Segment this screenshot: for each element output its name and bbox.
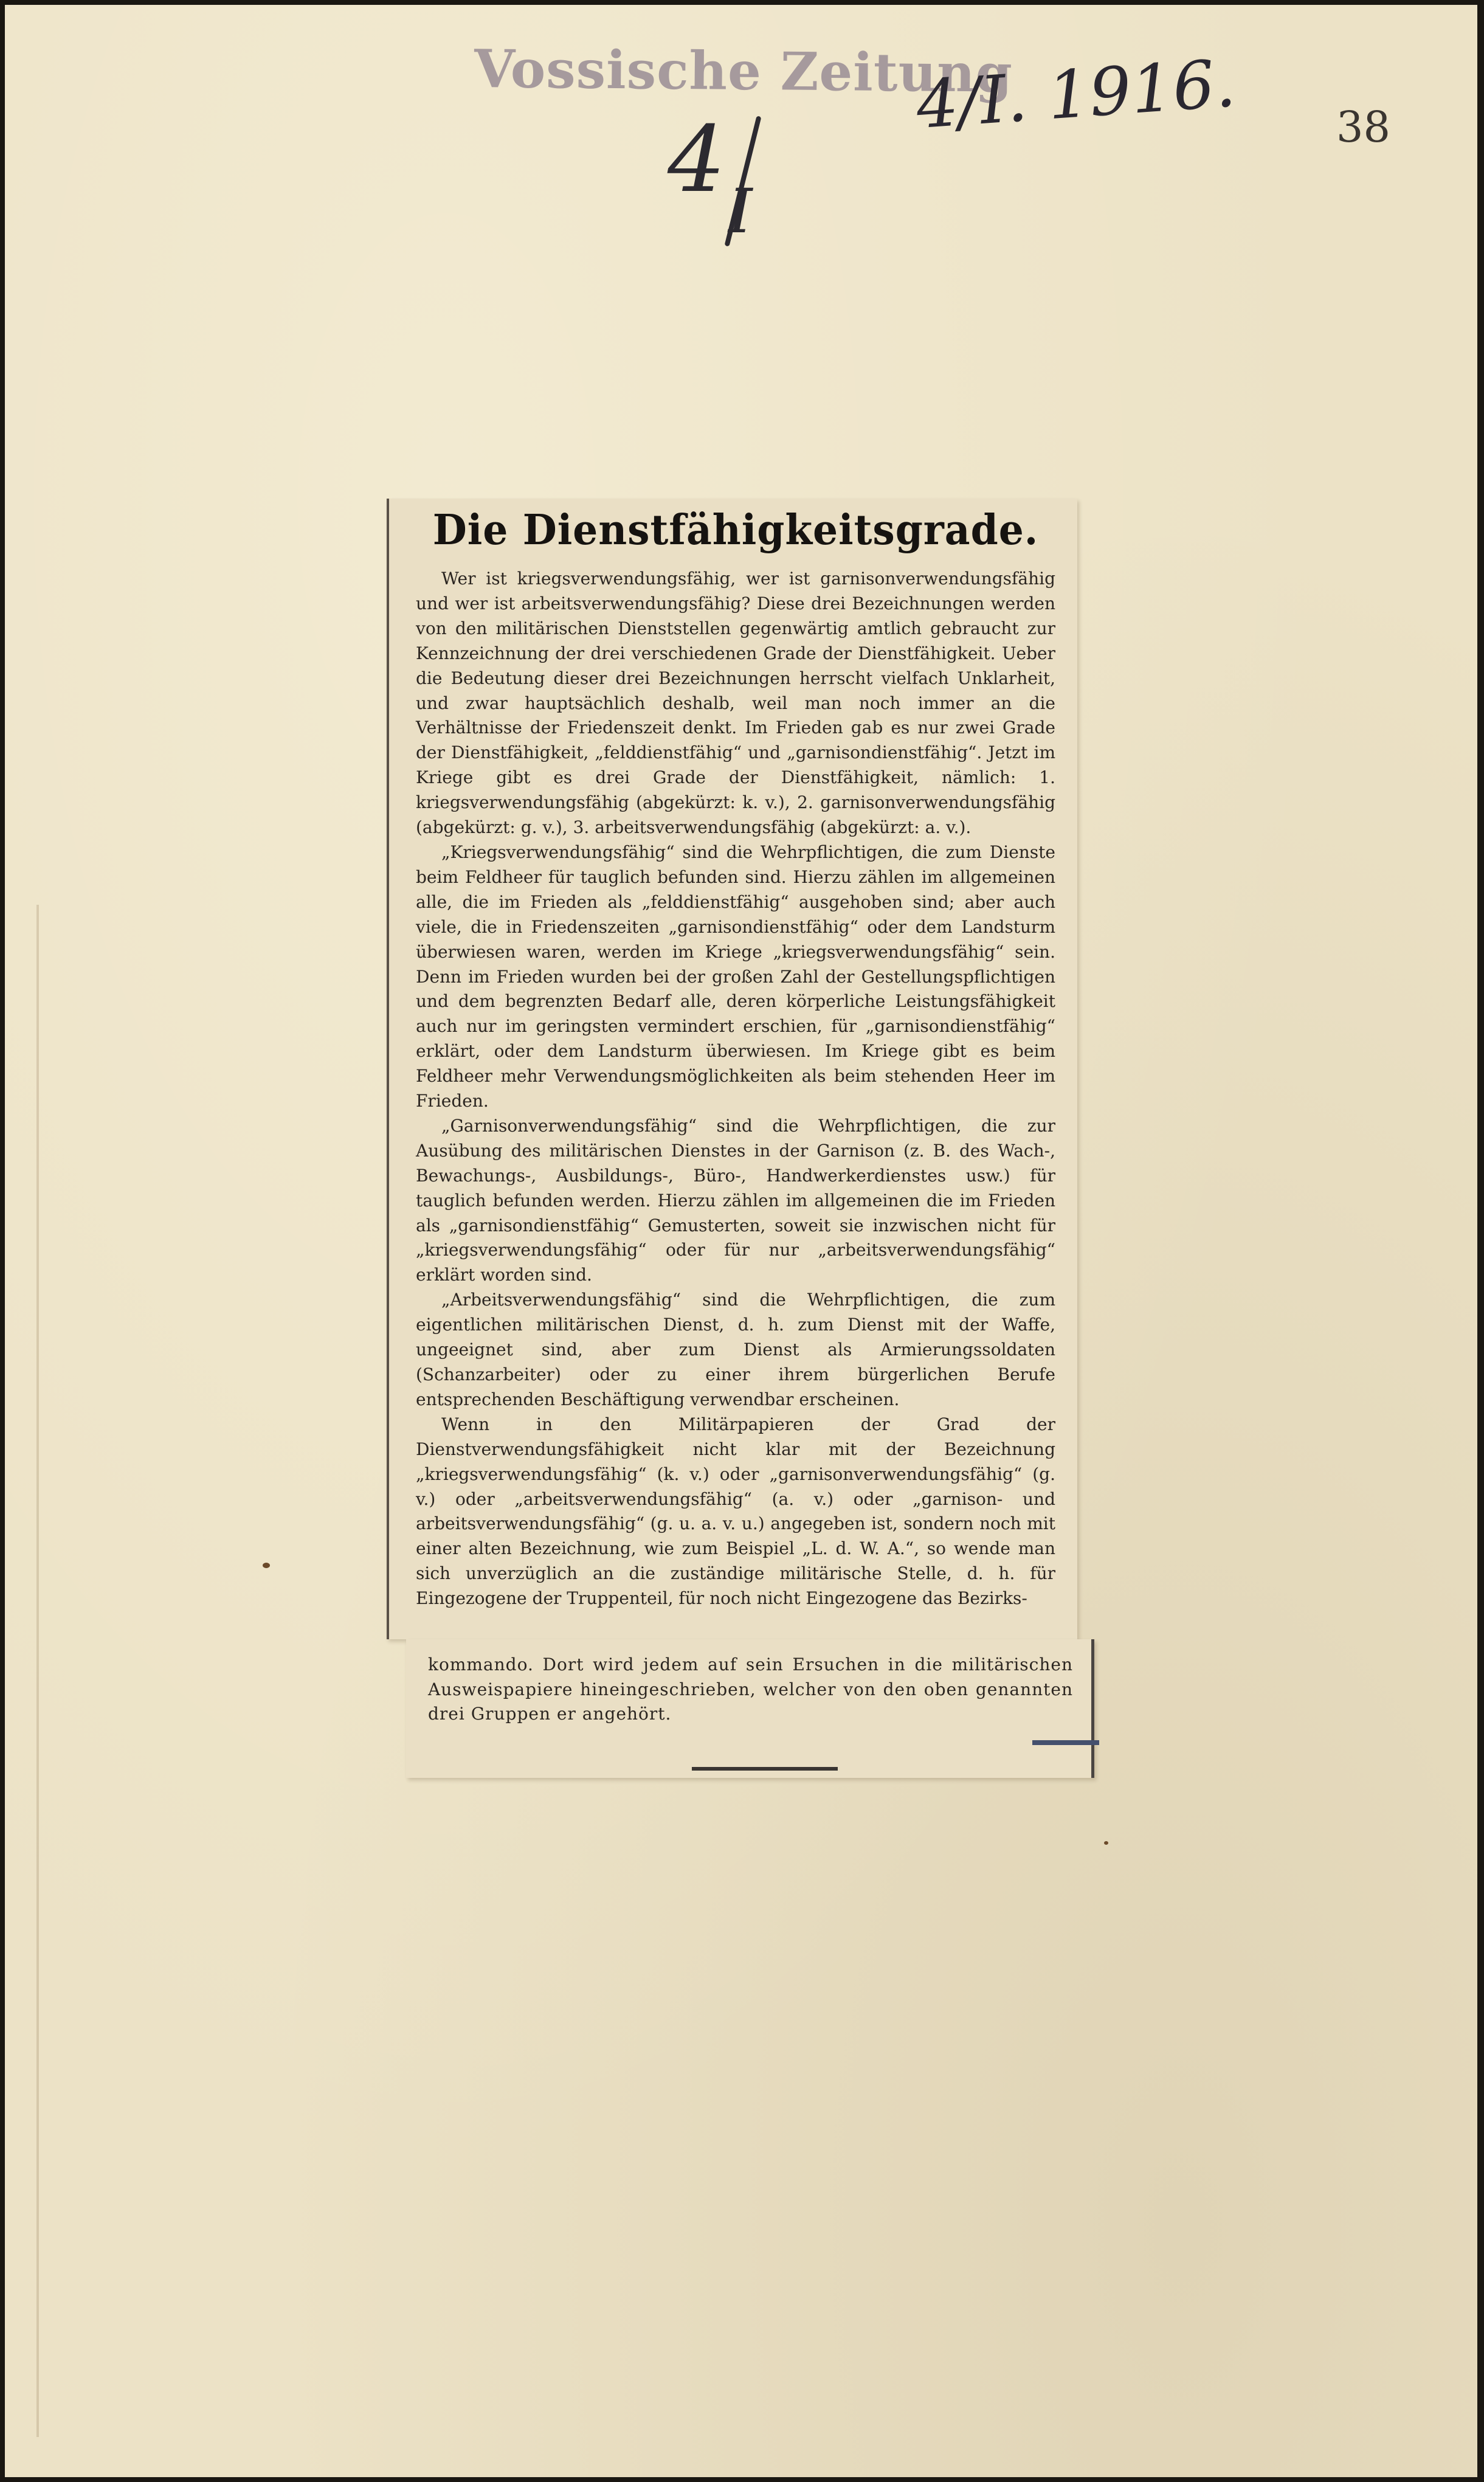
- blue-pencil-mark: [1032, 1740, 1099, 1745]
- handwritten-fraction-top: 4: [668, 107, 726, 213]
- paper-fold-mark: [36, 905, 39, 2437]
- article-paragraph: Wenn in den Militärpapieren der Grad der Dienstverwendungsfähigkeit nicht klar mit der Bezeichnung „kriegsverwendungsfähig“ (k. v.) oder „garnisonverwendungsfähig“ (g. v.) oder „arbeitsverwendungsfähig“ (a. v.) oder „garnison- und arbeitsverwendungsfähig“ (g. u. a. v. u.) angegeben ist, sondern noch mit einer alten Bezeichnung, wie zum Beispiel „L. d. W. A.“, so wende man sich unverzüglich an die zuständige militärische Stelle, d. h. für Eingezogene der Truppenteil, für noch nicht Eingezogene das Bezirks-: [416, 1414, 1055, 1609]
- handwritten-fraction: [655, 107, 813, 254]
- article-paragraph: „Kriegsverwendungsfähig“ sind die Wehrpflichtigen, die zum Dienste beim Feldheer für tauglich befunden sind. Hierzu zählen im allgemeinen alle, die im Frieden als „felddienstfähig“ ausgehoben sind; aber auch viele, die in Friedenszeiten „garnisondienstfähig“ oder dem Landsturm überwiesen waren, werden im Kriege „kriegsverwendungsfähig“ sein. Denn im Frieden wurden bei der großen Zahl der Gestellungspflichtigen und dem begrenzten Bedarf alle, deren körperliche Leistungsfähigkeit auch nur im geringsten vermindert erschien, für „garnisondienstfähig“ erklärt, oder dem Landsturm überwiesen. Im Kriege gibt es beim Feldheer mehr Verwendungsmöglichkeiten als beim stehenden Heer im Frieden.: [416, 842, 1055, 1111]
- article-body: [416, 567, 1055, 1611]
- archive-sheet: [5, 5, 1477, 2477]
- handwritten-date: 4/I. 1916.: [914, 45, 1238, 144]
- paper-speck: [263, 1563, 270, 1568]
- article-paragraph: „Arbeitsverwendungsfähig“ sind die Wehrpflichtigen, die zum eigentlichen militärischen Dienst, d. h. zum Dienst mit der Waffe, ungeeignet sind, aber zum Dienst als Armierungssoldaten (Schanzarbeiter) oder zu einer ihrem bürgerlichen Berufe entsprechenden Beschäftigung verwendbar erscheinen.: [416, 1290, 1055, 1409]
- page-number: 38: [1336, 102, 1391, 152]
- article-paragraph: „Garnisonverwendungsfähig“ sind die Wehrpflichtigen, die zur Ausübung des militärischen Dienstes in der Garnison (z. B. des Wach-, Bewachungs-, Ausbildungs-, Büro-, Handwerkerdienstes usw.) für tauglich befunden werden. Hierzu zählen im allgemeinen die im Frieden als „garnisondienstfähig“ Gemusterten, soweit sie inzwischen nicht für „kriegsverwendungsfähig“ oder für nur „arbeitsverwendungsfähig“ erklärt worden sind.: [416, 1115, 1055, 1285]
- ink-underline: [692, 1767, 838, 1771]
- newspaper-stamp: Vossische Zeitung: [474, 38, 1013, 105]
- article-continuation: kommando. Dort wird jedem auf sein Ersuchen in die militärischen Ausweispapiere hineingeschrieben, welcher von den oben genannten drei Gruppen er angehört.: [428, 1654, 1073, 1724]
- newspaper-clipping: [387, 499, 1077, 1639]
- clipping-continuation: [406, 1639, 1094, 1778]
- article-headline: Die Dienstfähigkeitsgrade.: [432, 506, 1039, 555]
- handwritten-fraction-bottom: I: [728, 176, 753, 247]
- article-paragraph: Wer ist kriegsverwendungsfähig, wer ist garnisonverwendungsfähig und wer ist arbeitsverwendungsfähig? Diese drei Bezeichnungen werden von den militärischen Dienststellen gegenwärtig amtlich gebraucht zur Kennzeichnung der drei verschiedenen Grade der Dienstfähigkeit. Ueber die Bedeutung dieser drei Bezeichnungen herrscht vielfach Unklarheit, und zwar hauptsächlich deshalb, weil man noch immer an die Verhältnisse der Friedenszeit denkt. Im Frieden gab es nur zwei Grade der Dienstfähigkeit, „felddienstfähig“ und „garnisondienstfähig“. Jetzt im Kriege gibt es drei Grade der Dienstfähigkeit, nämlich: 1. kriegsverwendungsfähig (abgekürzt: k. v.), 2. garnisonverwendungsfähig (abgekürzt: g. v.), 3. arbeitsverwendungsfähig (abgekürzt: a. v.).: [416, 569, 1055, 838]
- paper-speck: [1104, 1841, 1108, 1845]
